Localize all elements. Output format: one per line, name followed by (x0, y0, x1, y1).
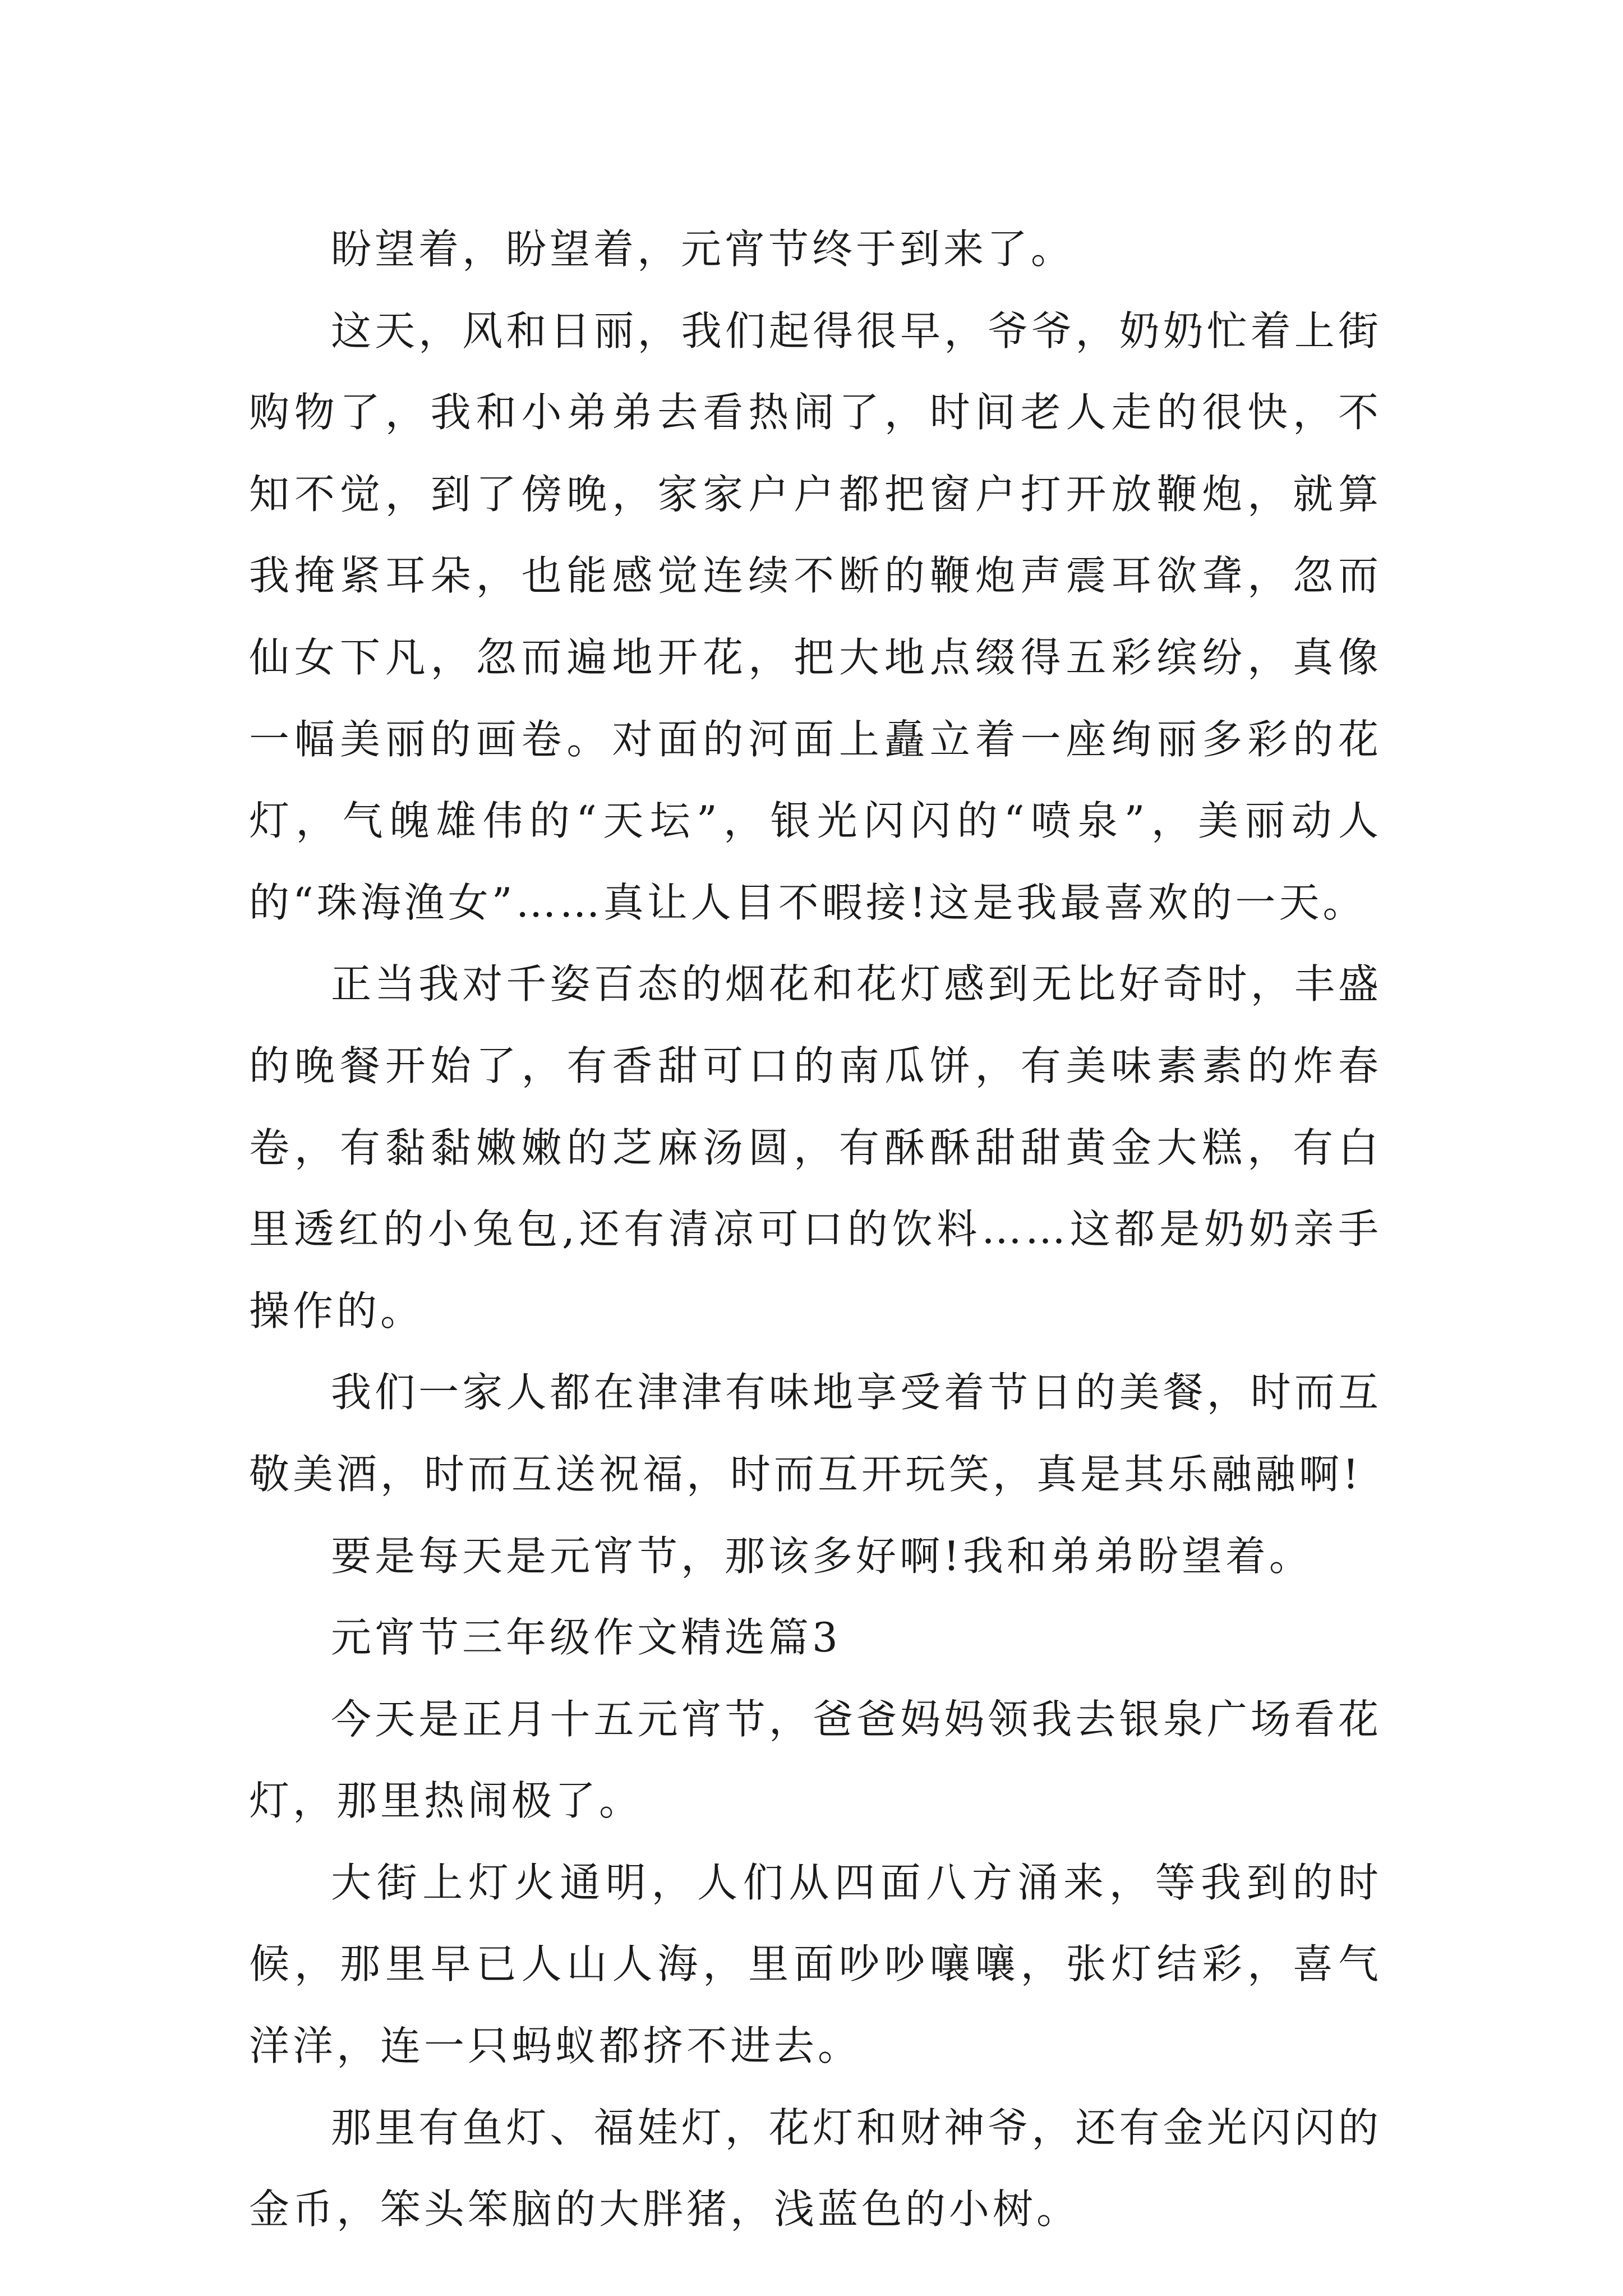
paragraph: 我们一家人都在津津有味地享受着节日的美餐，时而互敬美酒，时而互送祝福，时而互开玩笑，真是其乐融融啊! (249, 1369, 1382, 1498)
paragraph: 这天，风和日丽，我们起得很早，爷爷，奶奶忙着上街购物了，我和小弟弟去看热闹了，时间老人走的很快，不知不觉，到了傍晚，家家户户都把窗户打开放鞭炮，就算我掩紧耳朵，也能感觉连续不断的鞭炮声震耳欲聋，忽而仙女下凡，忽而遍地开花，把大地点缀得五彩缤纷，真像一幅美丽的画卷。对面的河面上矗立着一座绚丽多彩的花灯，气魄雄伟的“天坛”，银光闪闪的“喷泉”，美丽动人的“珠海渔女”……真让人目不暇接!这是我最喜欢的一天。 (249, 307, 1382, 926)
paragraph: 今天是正月十五元宵节，爸爸妈妈领我去银泉广场看花灯，那里热闹极了。 (249, 1695, 1382, 1825)
paragraph: 要是每天是元宵节，那该多好啊!我和弟弟盼望着。 (331, 1532, 1313, 1580)
paragraph: 大街上灯火通明，人们从四面八方涌来，等我到的时候，那里早已人山人海，里面吵吵嚷嚷，张灯结彩，喜气洋洋，连一只蚂蚁都挤不进去。 (249, 1858, 1382, 2070)
article-body (249, 209, 1382, 2251)
paragraph: 正当我对千姿百态的烟花和花灯感到无比好奇时，丰盛的晚餐开始了，有香甜可口的南瓜饼，有美味素素的炸春卷，有黏黏嫩嫩的芝麻汤圆，有酥酥甜甜黄金大糕，有白里透红的小兔包,还有清凉可口的饮料……这都是奶奶亲手操作的。 (249, 960, 1382, 1335)
section-heading: 元宵节三年级作文精选篇3 (331, 1614, 841, 1662)
paragraph: 盼望着，盼望着，元宵节终于到来了。 (331, 226, 1075, 273)
paragraph: 那里有鱼灯、福娃灯，花灯和财神爷，还有金光闪闪的金币，笨头笨脑的大胖猪，浅蓝色的小树。 (249, 2104, 1382, 2233)
